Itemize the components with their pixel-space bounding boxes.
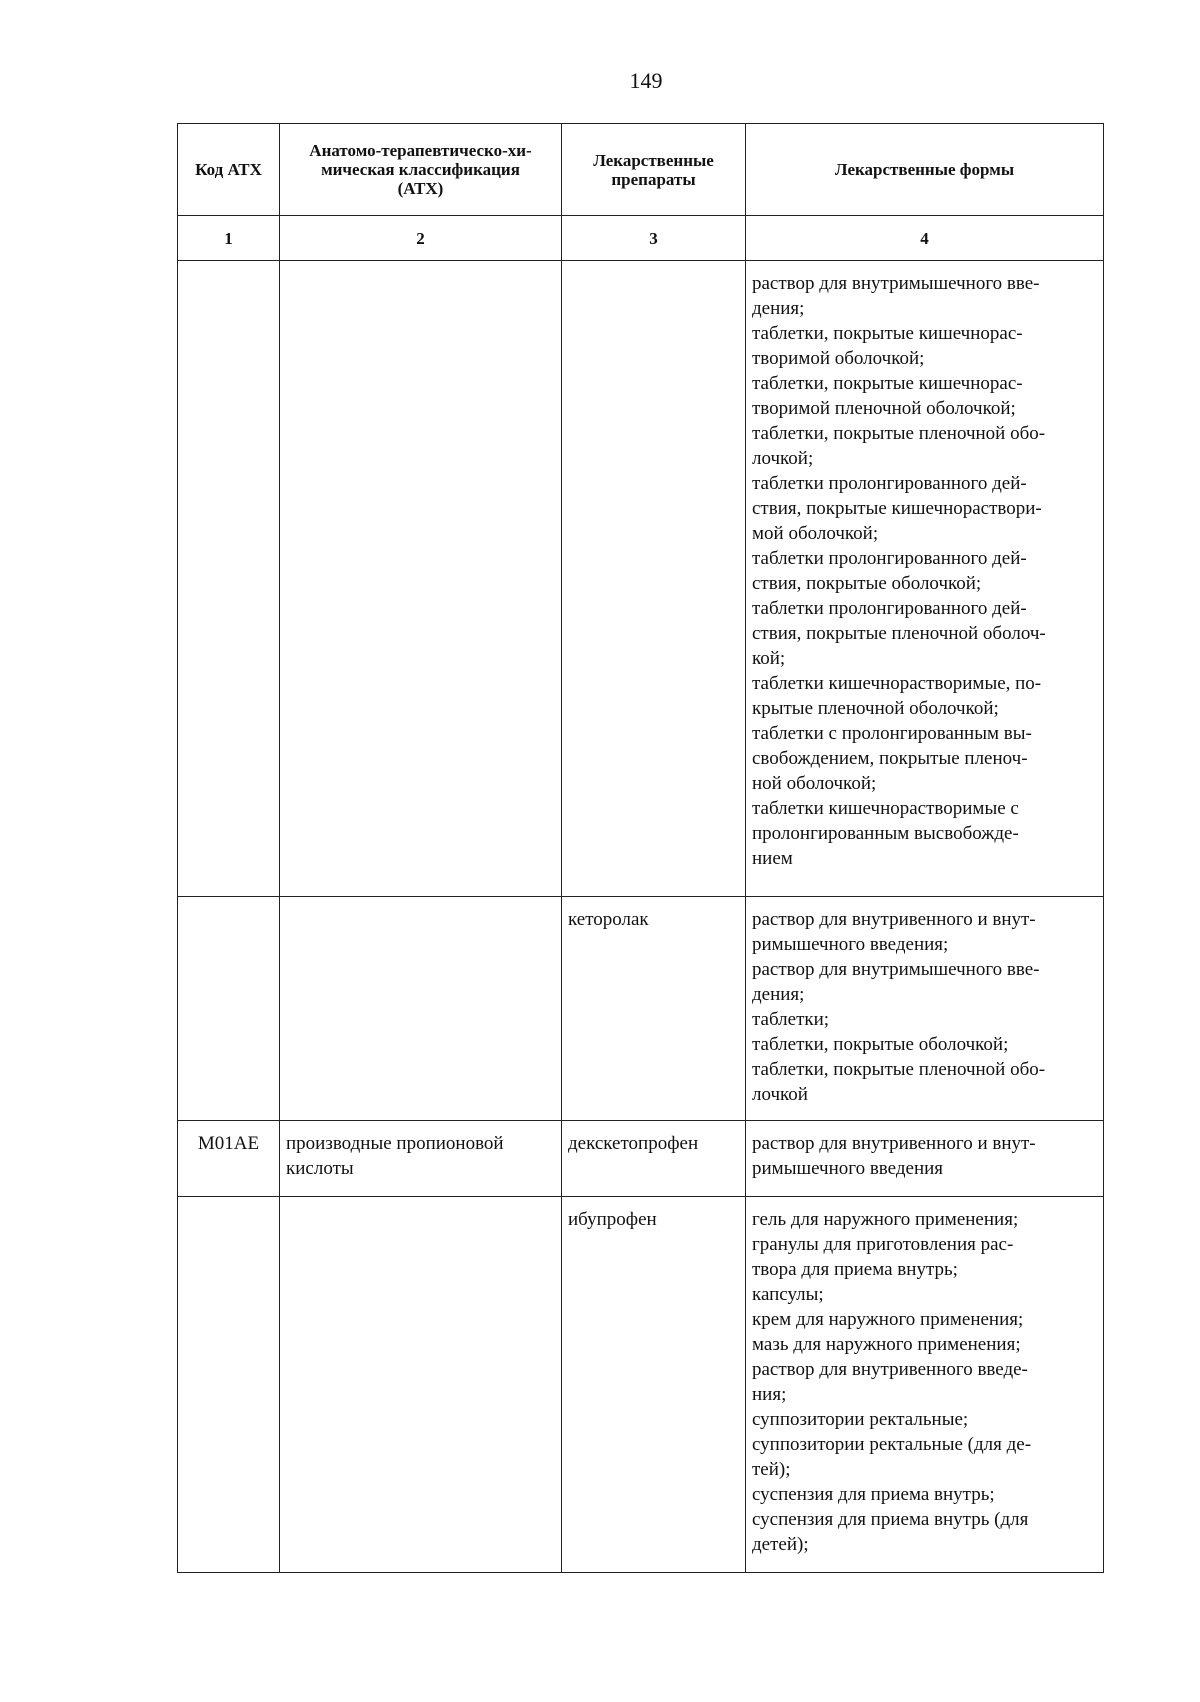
text-line: крытые пленочной оболочкой; (752, 698, 999, 719)
text-line: ствия, покрытые оболочкой; (752, 573, 982, 594)
dosage-forms-cell (746, 897, 1104, 1121)
classification-cell (280, 261, 562, 897)
text-line: таблетки пролонгированного дей- (752, 473, 1027, 494)
text-line: таблетки кишечнорастворимые с (752, 798, 1019, 819)
text-line: суппозитории ректальные; (752, 1409, 969, 1430)
text-line: крем для наружного применения; (752, 1309, 1024, 1330)
text-line: ствия, покрытые пленочной оболоч- (752, 623, 1046, 644)
header-classification (280, 124, 562, 216)
text-line: препараты (611, 169, 696, 189)
column-number: 3 (562, 216, 746, 261)
drug-cell (562, 261, 746, 897)
text-line: гель для наружного применения; (752, 1209, 1019, 1230)
drug-cell: кеторолак (562, 897, 746, 1121)
text-line: творимой оболочкой; (752, 348, 925, 369)
table-row (178, 1121, 1104, 1197)
text-line: мой оболочкой; (752, 523, 879, 544)
text-line: раствор для внутривенного введе- (752, 1359, 1028, 1380)
header-row (178, 124, 1104, 216)
text-line: тей); (752, 1459, 791, 1480)
text-line: таблетки; (752, 1009, 830, 1030)
drug-cell: декскетопрофен (562, 1121, 746, 1197)
text-line: Код АТХ (195, 160, 262, 179)
text-line: ной оболочкой; (752, 773, 877, 794)
text-line: кой; (752, 648, 786, 669)
table-row (178, 1197, 1104, 1573)
text-line: таблетки, покрытые кишечнорас- (752, 323, 1023, 344)
text-line: твора для приема внутрь; (752, 1259, 958, 1280)
atx-code-cell: M01AE (178, 1121, 280, 1197)
drug-cell: ибупрофен (562, 1197, 746, 1573)
atx-code-cell (178, 261, 280, 897)
text-line: свобождением, покрытые пленоч- (752, 748, 1028, 769)
atx-code-cell (178, 1197, 280, 1573)
text-line: раствор для внутривенного и внут- (752, 1133, 1036, 1154)
text-line: нием (752, 848, 793, 869)
header-code (178, 124, 280, 216)
text-line: раствор для внутривенного и внут- (752, 909, 1036, 930)
text-line: лочкой; (752, 448, 814, 469)
atx-code-cell (178, 897, 280, 1121)
text-line: лочкой (752, 1084, 808, 1105)
text-line: таблетки, покрытые пленочной обо- (752, 423, 1046, 444)
text-line: гранулы для приготовления рас- (752, 1234, 1014, 1255)
text-line: раствор для внутримышечного вве- (752, 959, 1040, 980)
text-line: таблетки, покрытые кишечнорас- (752, 373, 1023, 394)
column-number: 1 (178, 216, 280, 261)
atx-table (177, 123, 1104, 1573)
classification-cell (280, 897, 562, 1121)
text-line: суспензия для приема внутрь (для (752, 1509, 1029, 1530)
column-number: 4 (746, 216, 1104, 261)
classification-cell (280, 1121, 562, 1197)
header-forms (746, 124, 1104, 216)
text-line: мическая классификация (321, 160, 520, 179)
text-line: мазь для наружного применения; (752, 1334, 1021, 1355)
column-number: 2 (280, 216, 562, 261)
text-line: производные пропионовой (286, 1133, 504, 1154)
classification-cell (280, 1197, 562, 1573)
text-line: Лекарственные (593, 150, 714, 170)
dosage-forms-cell (746, 1197, 1104, 1573)
text-line: таблетки, покрытые оболочкой; (752, 1034, 1009, 1055)
text-line: дения; (752, 298, 805, 319)
text-line: ствия, покрытые кишечнораствори- (752, 498, 1042, 519)
text-line: таблетки кишечнорастворимые, по- (752, 673, 1042, 694)
table-row (178, 261, 1104, 897)
text-line: кислоты (286, 1158, 354, 1179)
text-line: римышечного введения; (752, 934, 949, 955)
text-line: таблетки пролонгированного дей- (752, 548, 1027, 569)
text-line: Анатомо-терапевтическо-хи- (309, 141, 532, 160)
text-line: таблетки пролонгированного дей- (752, 598, 1027, 619)
text-line: дения; (752, 984, 805, 1005)
text-line: суспензия для приема внутрь; (752, 1484, 995, 1505)
dosage-forms-cell (746, 261, 1104, 897)
text-line: капсулы; (752, 1284, 824, 1305)
text-line: суппозитории ректальные (для де- (752, 1434, 1032, 1455)
text-line: пролонгированным высвобожде- (752, 823, 1019, 844)
text-line: таблетки с пролонгированным вы- (752, 723, 1032, 744)
text-line: таблетки, покрытые пленочной обо- (752, 1059, 1046, 1080)
text-line: ния; (752, 1384, 787, 1405)
text-line: римышечного введения (752, 1158, 944, 1179)
dosage-forms-cell (746, 1121, 1104, 1197)
text-line: (АТХ) (397, 179, 444, 198)
text-line: детей); (752, 1534, 809, 1555)
text-line: Лекарственные формы (834, 160, 1015, 179)
text-line: раствор для внутримышечного вве- (752, 273, 1040, 294)
table-row (178, 897, 1104, 1121)
text-line: творимой пленочной оболочкой; (752, 398, 1016, 419)
column-number-row (178, 216, 1104, 261)
header-drugs (562, 124, 746, 216)
page-number: 149 (629, 68, 663, 93)
